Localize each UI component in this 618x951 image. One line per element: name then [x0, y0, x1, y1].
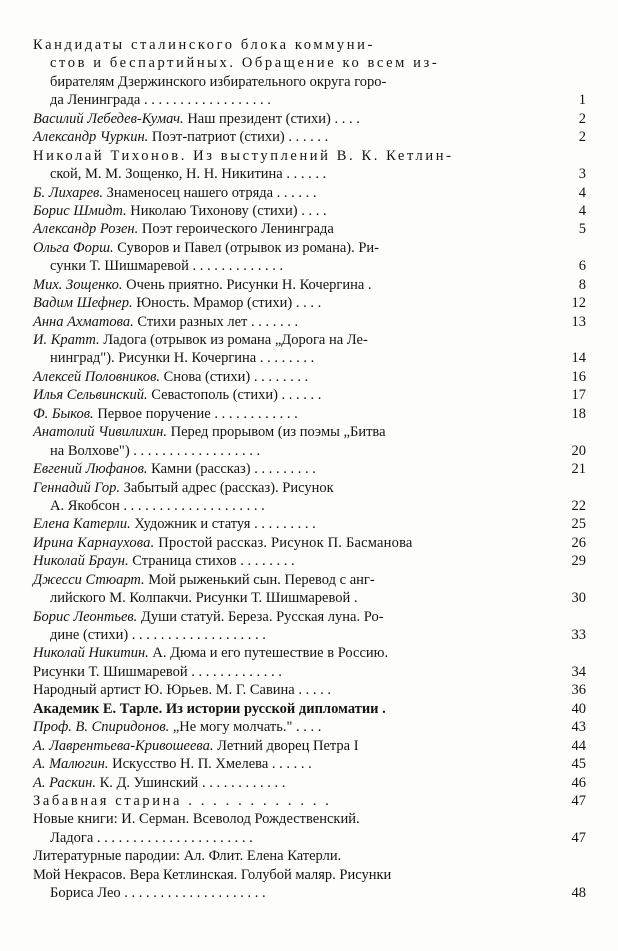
toc-entry-text: [50, 257, 283, 275]
toc-entry-title: Души статуй. Береза. Русская луна. Ро-: [137, 608, 384, 625]
toc-entry-title: нинград"). Рисунки Н. Кочергина . . . . . . . .: [50, 350, 315, 367]
toc-entry-text: [33, 810, 360, 828]
toc-entry-text: [33, 755, 312, 773]
toc-entry-title: Летний дворец Петра I: [213, 737, 359, 754]
toc-entry-title: да Ленинграда . . . . . . . . . . . . . . . . . .: [50, 92, 271, 109]
toc-row: [0, 405, 618, 423]
toc-entry-author: Ирина Карнаухова.: [33, 534, 155, 551]
toc-row: [0, 313, 618, 331]
toc-entry-title: ской, М. М. Зощенко, Н. Н. Никитина . . . . . .: [50, 166, 327, 183]
toc-entry-text: [50, 589, 358, 607]
toc-entry-title: Страница стихов . . . . . . . .: [128, 553, 295, 570]
toc-entry-text: [33, 515, 316, 533]
toc-page-number: 47: [571, 792, 586, 809]
toc-entry-text: [50, 884, 266, 902]
toc-row: [0, 386, 618, 404]
toc-row: [0, 110, 618, 128]
toc-entry-text: [33, 368, 308, 386]
toc-entry-title: Поэт-патриот (стихи) . . . . . .: [148, 129, 329, 146]
toc-row: [0, 331, 618, 349]
toc-entry-author: Евгений Люфанов.: [33, 461, 148, 478]
toc-page-number: 46: [571, 774, 586, 791]
toc-entry-text: [33, 479, 334, 497]
toc-row: [0, 681, 618, 699]
toc-page-number: 2: [578, 110, 586, 127]
toc-entry-title: Кандидаты сталинского блока коммуни-: [33, 37, 375, 53]
toc-row: [0, 700, 618, 718]
toc-entry-author: Проф. В. Спиридонов.: [33, 719, 170, 736]
toc-entry-title: Знаменосец нашего отряда . . . . . .: [102, 184, 317, 201]
toc-page-number: 13: [571, 313, 586, 330]
toc-row: [0, 479, 618, 497]
toc-entry-text: [33, 681, 331, 699]
toc-entry-text: [33, 460, 316, 478]
toc-row: [0, 755, 618, 773]
toc-entry-title: Севастополь (стихи) . . . . . .: [147, 387, 322, 404]
toc-row: [0, 54, 618, 72]
toc-entry-title: Стихи разных лет . . . . . . .: [133, 313, 299, 330]
toc-row: [0, 810, 618, 828]
toc-row: [0, 718, 618, 736]
toc-page-number: 2: [578, 129, 586, 146]
toc-row: [0, 515, 618, 533]
toc-entry-author: А. Лаврентьева-Кривошеева.: [33, 737, 214, 754]
toc-entry-title: на Волхове") . . . . . . . . . . . . . . . . . .: [50, 442, 261, 459]
toc-row: [0, 644, 618, 662]
toc-entry-title: А. Дюма и его путешествие в Россию.: [148, 645, 389, 662]
toc-entry-text: [33, 294, 321, 312]
toc-entry-title: Художник и статуя . . . . . . . . .: [130, 516, 316, 533]
toc-entry-title: стов и беспартийных. Обращение ко всем из-: [50, 55, 440, 72]
toc-entry-text: [33, 239, 379, 257]
toc-entry-author: Елена Катерли.: [33, 516, 131, 533]
toc-entry-author: Анатолий Чивилихин.: [33, 424, 167, 441]
toc-row: [0, 608, 618, 626]
toc-page-number: 3: [578, 166, 586, 183]
toc-entry-text: [33, 552, 295, 570]
toc-entry-title: Перед прорывом (из поэмы „Битва: [166, 424, 386, 441]
toc-row: [0, 774, 618, 792]
toc-entry-author: Борис Леонтьев.: [33, 608, 138, 625]
toc-entry-title: „Не могу молчать." . . . .: [169, 719, 322, 736]
toc-entry-title: сунки Т. Шишмаревой . . . . . . . . . . . . .: [50, 258, 284, 275]
toc-page-number: 26: [571, 534, 586, 551]
toc-page-number: 29: [571, 553, 586, 570]
toc-entry-text: [33, 663, 282, 681]
toc-page-number: 4: [578, 184, 586, 201]
toc-entry-author: И. Кратт.: [33, 332, 100, 348]
toc-entry-title: Мой Некрасов. Вера Кетлинская. Голубой маляр. Рисунки: [33, 866, 392, 883]
toc-page-number: 33: [571, 627, 586, 643]
toc-row: [0, 737, 618, 755]
toc-entry-title: Академик Е. Тарле. Из истории русской дипломатии .: [33, 700, 386, 717]
table-of-contents: [0, 36, 618, 903]
toc-entry-text: [33, 737, 359, 755]
toc-entry-text: [33, 147, 454, 165]
toc-entry-text: [50, 349, 314, 367]
toc-entry-text: [33, 386, 321, 404]
toc-entry-title: лийского М. Колпакчи. Рисунки Т. Шишмаревой .: [50, 590, 358, 607]
toc-row: [0, 257, 618, 275]
toc-entry-text: [33, 110, 360, 128]
toc-row: [0, 91, 618, 109]
toc-entry-title: Наш президент (стихи) . . . .: [183, 110, 360, 127]
toc-page-number: 45: [571, 756, 586, 773]
toc-entry-text: [33, 276, 372, 294]
toc-entry-text: [33, 202, 327, 220]
toc-entry-text: [50, 829, 253, 847]
toc-entry-text: [33, 847, 341, 865]
toc-entry-title: Юность. Мрамор (стихи) . . . .: [132, 295, 322, 312]
toc-entry-title: Поэт героического Ленинграда: [138, 221, 334, 238]
toc-entry-title: дине (стихи) . . . . . . . . . . . . . . . . . . .: [50, 627, 266, 643]
toc-page-number: 6: [578, 258, 586, 275]
toc-row: [0, 423, 618, 441]
toc-entry-title: Бориса Лео . . . . . . . . . . . . . . . . . . . .: [50, 885, 266, 902]
toc-row: [0, 128, 618, 146]
toc-entry-author: Джесси Стюарт.: [33, 571, 145, 588]
toc-row: [0, 220, 618, 238]
toc-entry-author: Александр Чуркин.: [33, 129, 149, 146]
toc-page-number: 40: [571, 700, 586, 717]
toc-entry-author: Борис Шмидт.: [33, 202, 127, 219]
toc-row: [0, 663, 618, 681]
toc-page-number: 17: [571, 387, 586, 404]
toc-entry-text: [33, 36, 375, 54]
toc-entry-title: Первое поручение . . . . . . . . . . . .: [93, 405, 298, 422]
toc-entry-text: [33, 534, 413, 552]
toc-entry-title: Николаю Тихонову (стихи) . . . .: [126, 202, 327, 219]
toc-row: [0, 829, 618, 847]
toc-entry-title: Камни (рассказ) . . . . . . . . .: [147, 461, 316, 478]
toc-row: [0, 184, 618, 202]
toc-entry-author: Анна Ахматова.: [33, 313, 134, 330]
toc-entry-author: Вадим Шефнер.: [33, 295, 133, 312]
toc-entry-title: Новые книги: И. Серман. Всеволод Рождественский.: [33, 811, 360, 828]
toc-page-number: 8: [578, 276, 586, 293]
toc-page-number: 34: [571, 663, 586, 680]
toc-entry-text: [50, 497, 265, 515]
toc-row: [0, 884, 618, 902]
toc-entry-title: Забавная старина . . . . . . . . . . . .: [33, 792, 332, 809]
toc-entry-text: [50, 91, 271, 109]
toc-page-number: 30: [571, 590, 586, 607]
toc-entry-title: Очень приятно. Рисунки Н. Кочергина .: [122, 276, 372, 293]
toc-entry-text: [50, 54, 439, 72]
toc-entry-author: Б. Лихарев.: [33, 184, 103, 201]
toc-entry-text: [50, 626, 266, 644]
toc-entry-author: Илья Сельвинский.: [33, 387, 148, 404]
toc-row: [0, 792, 618, 810]
toc-entry-author: А. Раскин.: [33, 774, 96, 791]
toc-entry-text: [33, 608, 384, 626]
toc-row: [0, 589, 618, 607]
toc-row: [0, 239, 618, 257]
toc-entry-text: [33, 313, 298, 331]
toc-entry-text: [33, 644, 388, 662]
toc-entry-text: [33, 405, 298, 423]
toc-page-number: 14: [571, 350, 586, 367]
toc-entry-title: бирателям Дзержинского избирательного округа горо-: [50, 73, 387, 90]
toc-entry-title: А. Якобсон . . . . . . . . . . . . . . . . . . . .: [50, 497, 265, 514]
toc-entry-author: Николай Браун.: [33, 553, 129, 570]
toc-entry-author: Ольга Форш.: [33, 239, 114, 256]
toc-entry-title: Искусство Н. П. Хмелева . . . . . .: [108, 756, 312, 773]
toc-entry-author: Геннадий Гор.: [33, 479, 120, 496]
toc-entry-text: [33, 718, 321, 736]
toc-page-number: 36: [571, 682, 586, 699]
toc-entry-title: Народный артист Ю. Юрьев. М. Г. Савина . . . . .: [33, 682, 331, 699]
toc-row: [0, 866, 618, 884]
toc-entry-title: Рисунки Т. Шишмаревой . . . . . . . . . . . . .: [33, 663, 282, 680]
toc-row: [0, 571, 618, 589]
toc-entry-text: [33, 700, 386, 718]
toc-entry-title: Ладога . . . . . . . . . . . . . . . . . . . . . .: [50, 829, 253, 846]
toc-row: [0, 442, 618, 460]
toc-entry-author: Ф. Быков.: [33, 405, 94, 422]
toc-entry-author: Александр Розен.: [33, 221, 139, 238]
toc-entry-text: [33, 220, 334, 238]
toc-row: [0, 460, 618, 478]
toc-entry-text: [33, 331, 368, 349]
toc-page-number: 18: [571, 405, 586, 422]
toc-row: [0, 847, 618, 865]
toc-page-number: 20: [571, 442, 586, 459]
toc-row: [0, 497, 618, 515]
toc-page-number: 1: [578, 92, 586, 109]
toc-entry-text: [33, 128, 328, 146]
toc-entry-title: Мой рыженький сын. Перевод с анг-: [144, 571, 375, 588]
toc-row: [0, 368, 618, 386]
toc-entry-author: Алексей Половников.: [33, 368, 161, 385]
toc-entry-title: Ладога (отрывок из романа „Дорога на Ле-: [99, 332, 368, 348]
toc-entry-title: К. Д. Ушинский . . . . . . . . . . . .: [95, 774, 286, 791]
toc-entry-author: Василий Лебедев-Кумач.: [33, 110, 184, 127]
toc-page-number: 12: [571, 295, 586, 312]
toc-entry-text: [33, 184, 317, 202]
toc-page-number: 5: [578, 221, 586, 238]
toc-entry-title: Снова (стихи) . . . . . . . .: [160, 368, 309, 385]
toc-row: [0, 165, 618, 183]
toc-row: [0, 552, 618, 570]
toc-entry-title: Суворов и Павел (отрывок из романа). Ри-: [113, 239, 379, 256]
toc-page-number: 22: [571, 497, 586, 514]
toc-row: [0, 349, 618, 367]
toc-row: [0, 276, 618, 294]
toc-entry-text: [50, 73, 386, 91]
toc-page-number: 47: [571, 829, 586, 846]
toc-entry-author: А. Малюгин.: [33, 756, 109, 773]
toc-row: [0, 36, 618, 54]
toc-entry-text: [50, 442, 260, 460]
toc-entry-title: Забытый адрес (рассказ). Рисунок: [119, 479, 334, 496]
toc-row: [0, 73, 618, 91]
toc-page-number: 21: [571, 461, 586, 478]
toc-entry-text: [33, 792, 331, 810]
toc-row: [0, 202, 618, 220]
toc-entry-author: Мих. Зощенко.: [33, 276, 123, 293]
toc-page-number: 44: [571, 737, 586, 754]
toc-entry-title: Литературные пародии: Ал. Флит. Елена Катерли.: [33, 848, 342, 865]
toc-entry-title: Николай Тихонов. Из выступлений В. К. Кетлин-: [33, 147, 454, 164]
toc-page-number: 25: [571, 516, 586, 533]
toc-page-number: 4: [578, 202, 586, 219]
toc-row: [0, 626, 618, 644]
toc-entry-author: Николай Никитин.: [33, 645, 149, 662]
toc-entry-text: [33, 774, 285, 792]
toc-entry-title: Простой рассказ. Рисунок П. Басманова: [154, 534, 413, 551]
toc-row: [0, 147, 618, 165]
toc-page-number: 43: [571, 719, 586, 736]
toc-entry-text: [33, 423, 386, 441]
toc-page-number: 16: [571, 368, 586, 385]
toc-row: [0, 534, 618, 552]
toc-entry-text: [33, 571, 375, 589]
toc-page-number: 48: [571, 885, 586, 902]
toc-entry-text: [50, 165, 326, 183]
toc-row: [0, 294, 618, 312]
toc-entry-text: [33, 866, 391, 884]
